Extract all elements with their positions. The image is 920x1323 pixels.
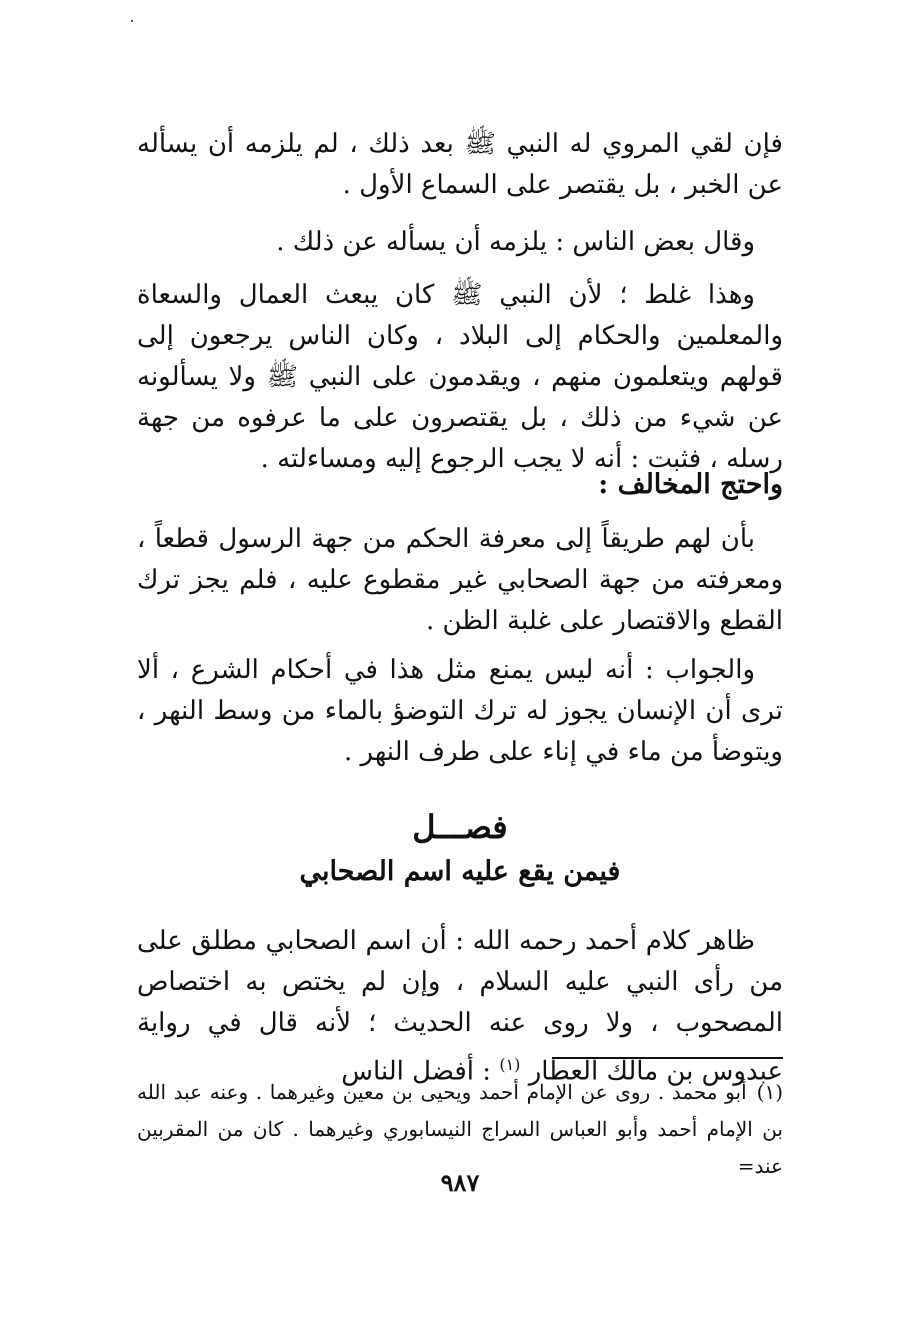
footnote-reference: (١): [499, 1055, 521, 1074]
footnote-text: أبو محمد . روى عن الإمام أحمد ويحيى بن معين وغيرهما . وعنه عبد الله بن الإمام أحمد وأبو العباس السراج النيسابوري وغيرهما . كان من المقربين عند=: [137, 1080, 783, 1178]
section-subtitle: فيمن يقع عليه اسم الصحابي: [299, 856, 621, 887]
section-paragraph: [137, 921, 783, 1093]
paragraph-2: وقال بعض الناس : يلزمه أن يسأله عن ذلك .: [276, 227, 755, 257]
paragraph-1: فإن لقي المروي له النبي ﷺ بعد ذلك ، لم يلزمه أن يسأله عن الخبر ، بل يقتصر على السماع الأول .: [137, 129, 783, 200]
footnote-number: (١): [756, 1080, 783, 1104]
opponent-argument: بأن لهم طريقاً إلى معرفة الحكم من جهة الرسول قطعاً ، ومعرفته من جهة الصحابي غير مقطوع عليه ، فلم يجز ترك القطع والاقتصار على غلبة الظن .: [137, 524, 783, 636]
scan-speck: [131, 20, 133, 22]
paragraph-3: وهذا غلط ؛ لأن النبي ﷺ كان يبعث العمال والسعاة والمعلمين والحكام إلى البلاد ، وكان الناس يرجعون إلى قولهم ويتعلمون منهم ، ويقدمون على النبي ﷺ ولا يسألونه عن شيء من ذلك ، بل يقتصرون على ما عرفوه من جهة رسله ، فثبت : أنه لا يجب الرجوع إليه ومساءلته .: [137, 280, 783, 474]
answer-paragraph: والجواب : أنه ليس يمنع مثل هذا في أحكام الشرع ، ألا ترى أن الإنسان يجوز له ترك التوضؤ بالماء من وسط النهر ، ويتوضأ من ماء في إناء على طرف النهر .: [137, 655, 783, 767]
page-number: ٩٨٧: [440, 1168, 480, 1197]
section-paragraph-tail: : أفضل الناس: [341, 1056, 492, 1087]
section-title: فصـــل: [412, 808, 508, 846]
opponent-heading: واحتج المخالف :: [598, 469, 783, 500]
footnote-divider: [552, 1057, 783, 1059]
section-paragraph-text: ظاهر كلام أحمد رحمه الله : أن اسم الصحابي مطلق على من رأى النبي عليه السلام ، وإن لم يختص به اختصاص المصحوب ، ولا روى عنه الحديث ؛ لأنه قال في رواية عبدوس بن مالك العطار: [137, 926, 783, 1087]
